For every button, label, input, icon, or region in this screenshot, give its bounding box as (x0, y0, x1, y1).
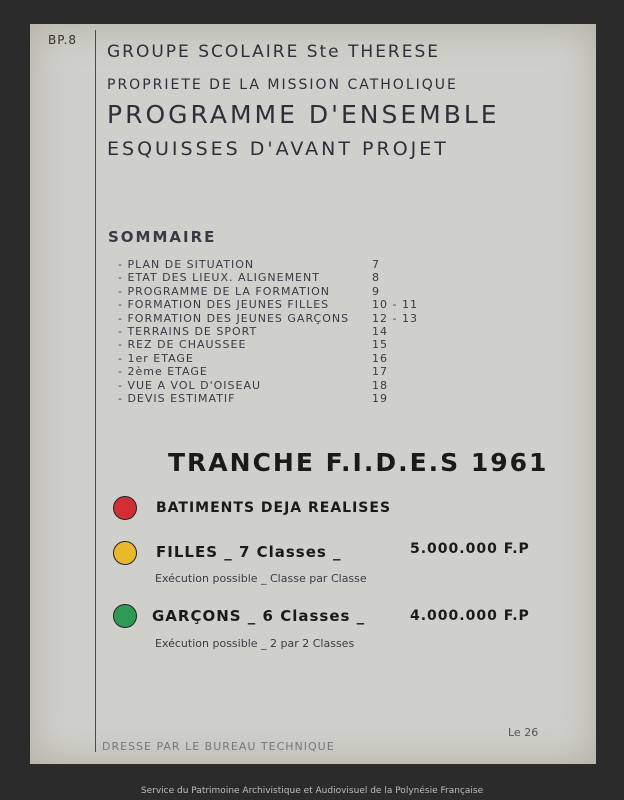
summary-item-page: 9 (372, 284, 380, 298)
owner-line: PROPRIETE DE LA MISSION CATHOLIQUE (107, 77, 458, 93)
sketch-subtitle: ESQUISSES D'AVANT PROJET (107, 138, 449, 160)
summary-item (118, 285, 418, 298)
summary-item (118, 271, 418, 284)
summary-item (118, 338, 418, 351)
legend-boys: GARÇONS _ 6 Classes _ (152, 607, 366, 625)
summary-item-page: 15 (372, 338, 388, 352)
summary-item (118, 298, 418, 311)
summary-item-page: 18 (372, 378, 388, 392)
boys-amount: 4.000.000 F.P (410, 608, 530, 624)
summary-title: SOMMAIRE (108, 228, 217, 246)
summary-item-label: - REZ DE CHAUSSEE (118, 338, 247, 352)
summary-item-label: - 2ème ETAGE (118, 365, 208, 379)
school-title: GROUPE SCOLAIRE Ste THERESE (107, 42, 441, 62)
summary-item-label: - FORMATION DES JEUNES FILLES (118, 298, 330, 312)
summary-item (118, 365, 418, 378)
summary-item-page: 17 (372, 365, 388, 379)
boys-note: Exécution possible _ 2 par 2 Classes (155, 637, 355, 650)
summary-item-label: - 1er ETAGE (118, 351, 194, 365)
green-dot-icon (113, 604, 137, 628)
document-reference: BP.8 (48, 33, 78, 47)
girls-note: Exécution possible _ Classe par Classe (155, 572, 367, 585)
summary-item-page: 16 (372, 351, 388, 365)
summary-item (118, 325, 418, 338)
summary-item-label: - PROGRAMME DE LA FORMATION (118, 284, 331, 298)
signature-date: Le 26 (508, 726, 539, 739)
summary-item-page: 8 (372, 271, 380, 285)
tranche-title: TRANCHE F.I.D.E.S 1961 (168, 448, 549, 477)
summary-item-label: - FORMATION DES JEUNES GARÇONS (118, 311, 350, 325)
legend-girls: FILLES _ 7 Classes _ (156, 543, 342, 561)
summary-item-page: 12 - 13 (372, 311, 418, 325)
summary-item-label: - DEVIS ESTIMATIF (118, 391, 236, 405)
yellow-dot-icon (113, 541, 137, 565)
summary-item-page: 7 (372, 258, 380, 271)
programme-title: PROGRAMME D'ENSEMBLE (107, 100, 500, 129)
drafted-by-line: DRESSE PAR LE BUREAU TECHNIQUE (102, 740, 335, 753)
summary-list (118, 258, 418, 405)
summary-item-page: 10 - 11 (372, 298, 418, 312)
summary-item (118, 352, 418, 365)
red-dot-icon (113, 496, 137, 520)
summary-item-page: 19 (372, 391, 388, 405)
archive-footer: Service du Patrimoine Archivistique et Audiovisuel de la Polynésie Française (140, 786, 484, 796)
girls-amount: 5.000.000 F.P (410, 541, 530, 557)
summary-item (118, 258, 418, 271)
summary-item (118, 392, 418, 405)
summary-item-page: 14 (372, 324, 388, 338)
summary-item (118, 312, 418, 325)
summary-item (118, 379, 418, 392)
legend-built: BATIMENTS DEJA REALISES (156, 500, 392, 516)
summary-item-label: - PLAN DE SITUATION (118, 258, 255, 271)
margin-line (95, 30, 96, 752)
summary-item-label: - TERRAINS DE SPORT (118, 324, 258, 338)
summary-item-label: - ETAT DES LIEUX. ALIGNEMENT (118, 271, 320, 285)
summary-item-label: - VUE A VOL D'OISEAU (118, 378, 262, 392)
